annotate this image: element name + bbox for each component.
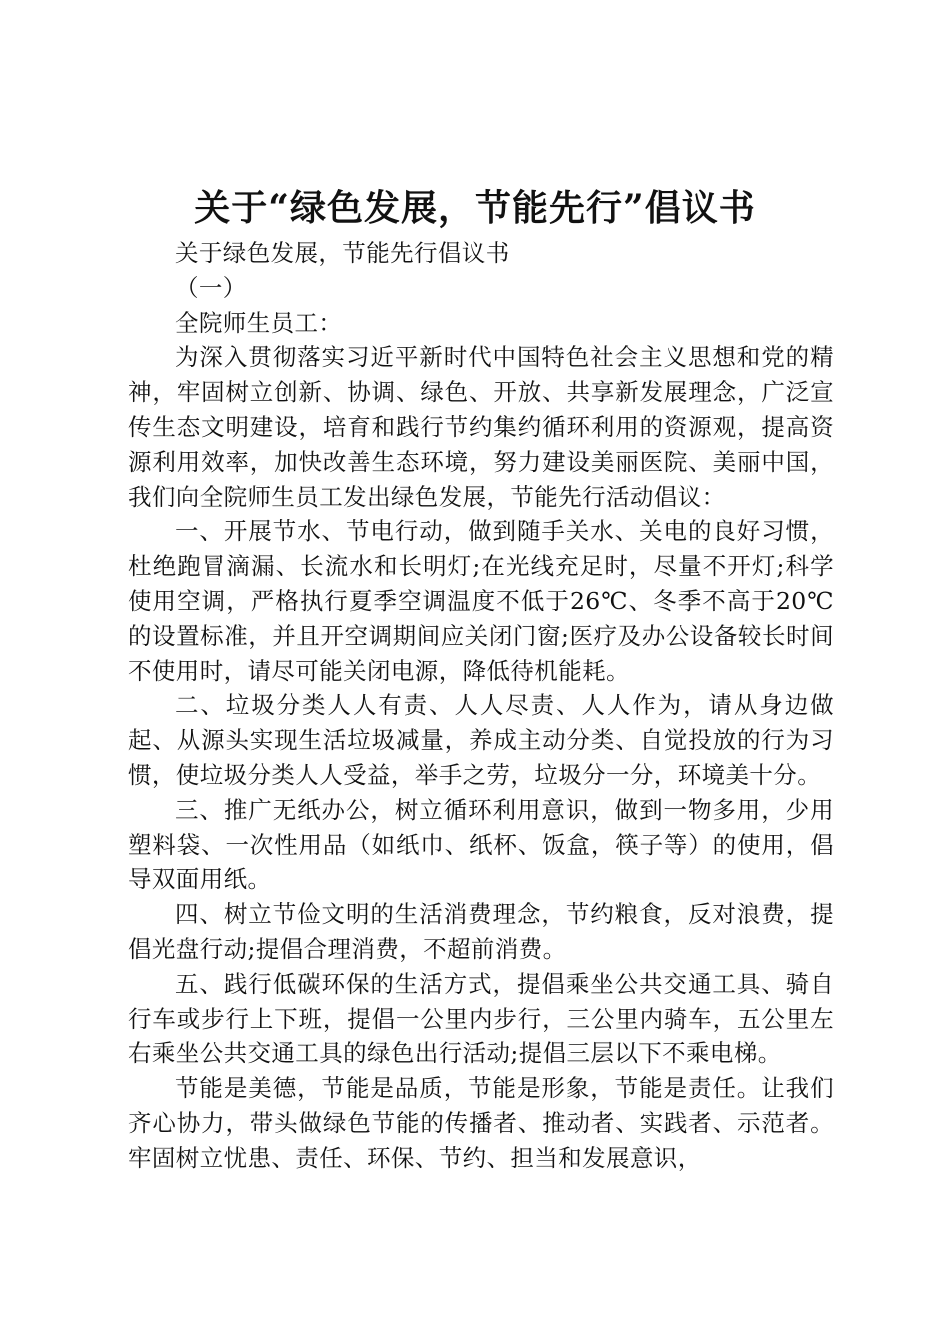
item-5-paragraph: 五、践行低碳环保的生活方式，提倡乘坐公共交通工具、骑自行车或步行上下班，提倡一公里内步行，三公里内骑车，五公里左右乘坐公共交通工具的绿色出行活动;提倡三层以下不乘电梯。 — [128, 969, 834, 1068]
subtitle-paragraph: 关于绿色发展，节能先行倡议书 — [175, 239, 510, 267]
document-body — [128, 236, 834, 1176]
salutation-paragraph: 全院师生员工： — [175, 308, 343, 337]
item-3-paragraph: 三、推广无纸办公，树立循环利用意识，做到一物多用，少用塑料袋、一次性用品（如纸巾、纸杯、饭盒，筷子等）的使用，倡导双面用纸。 — [128, 795, 834, 894]
closing-paragraph: 节能是美德，节能是品质，节能是形象，节能是责任。让我们齐心协力，带头做绿色节能的传播者、推动者、实践者、示范者。牢固树立忧患、责任、环保、节约、担当和发展意识， — [128, 1074, 834, 1172]
item-1-paragraph: 一、开展节水、节电行动，做到随手关水、关电的良好习惯，杜绝跑冒滴漏、长流水和长明灯;在光线充足时，尽量不开灯;科学使用空调，严格执行夏季空调温度不低于26℃、冬季不高于20℃的设置标准，并且开空调期间应关闭门窗;医疗及办公设备较长时间不使用时，请尽可能关闭电源，降低待机能耗。 — [128, 517, 834, 685]
item-4-paragraph: 四、树立节俭文明的生活消费理念，节约粮食，反对浪费，提倡光盘行动;提倡合理消费，不超前消费。 — [128, 900, 834, 963]
section-number-paragraph: （一） — [175, 273, 247, 302]
item-2-paragraph: 二、垃圾分类人人有责、人人尽责、人人作为，请从身边做起、从源头实现生活垃圾减量，养成主动分类、自觉投放的行为习惯，使垃圾分类人人受益，举手之劳，垃圾分一分，环境美十分。 — [128, 691, 834, 789]
intro-paragraph: 为深入贯彻落实习近平新时代中国特色社会主义思想和党的精神，牢固树立创新、协调、绿色、开放、共享新发展理念，广泛宣传生态文明建设，培育和践行节约集约循环利用的资源观，提高资源利用效率，加快改善生态环境，努力建设美丽医院、美丽中国，我们向全院师生员工发出绿色发展，节能先行活动倡议： — [128, 343, 834, 511]
document-title: 关于“绿色发展，节能先行”倡议书 — [194, 187, 756, 229]
